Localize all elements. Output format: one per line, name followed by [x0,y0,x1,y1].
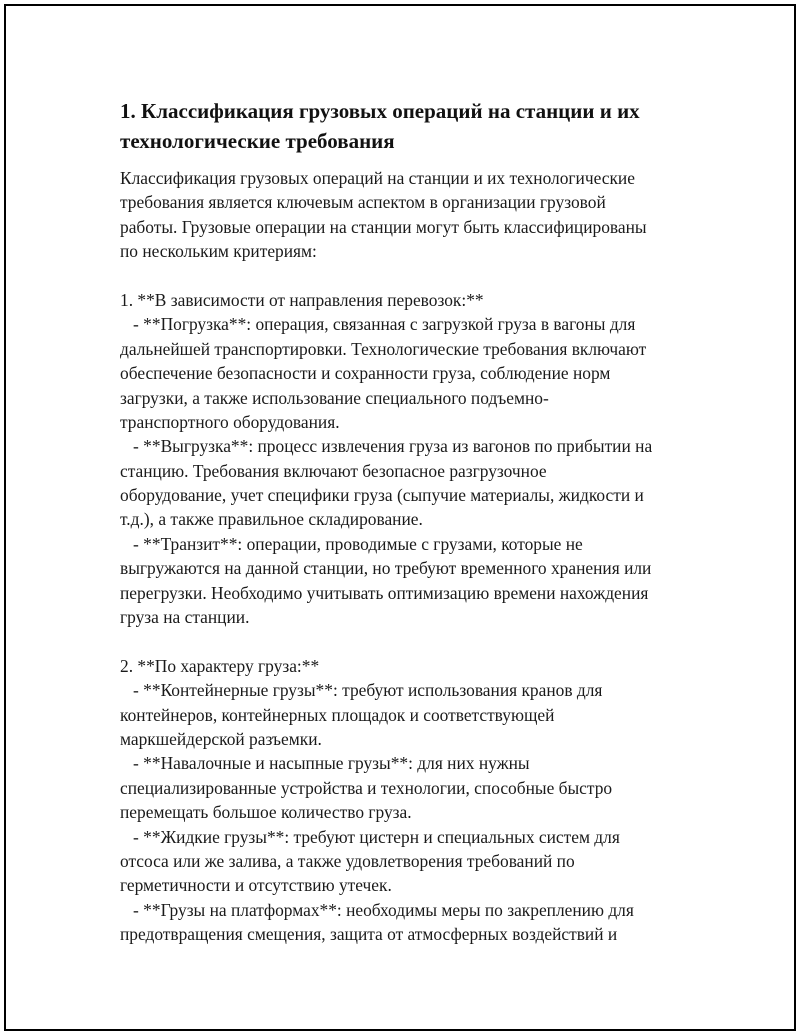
text-line: - **Грузы на платформах**: необходимы меры по закреплению для [120,899,634,920]
text-line: отсоса или же залива, а также удовлетворения требований по [120,850,575,871]
text-line [120,264,700,288]
text-line: выгружаются на данной станции, но требуют временного хранения или [120,558,652,579]
text-line: - **Навалочные и насыпные грузы**: для них нужны [120,753,530,774]
text-line: загрузки, а также использование специального подъемно- [120,387,549,408]
text-line: контейнеров, контейнерных площадок и соответствующей [120,704,555,725]
title-line: технологические требования [120,129,395,153]
text-line: 1. **В зависимости от направления перевозок:** [120,289,484,310]
text-line: предотвращения смещения, защита от атмосферных воздействий и [120,924,618,945]
text-line: т.д.), а также правильное складирование. [120,509,423,530]
text-line: станцию. Требования включают безопасное разгрузочное [120,460,547,481]
text-line: герметичности и отсутствию утечек. [120,875,392,896]
document-content [120,96,700,947]
text-line: транспортного оборудования. [120,411,340,432]
text-line: груза на станции. [120,607,250,628]
text-line: маркшейдерской разъемки. [120,728,322,749]
text-line: - **Транзит**: операции, проводимые с грузами, которые не [120,533,583,554]
section-title [120,96,700,156]
text-line: работы. Грузовые операции на станции могут быть классифицированы [120,216,647,237]
text-line: - **Контейнерные грузы**: требуют использования кранов для [120,680,603,701]
text-line: специализированные устройства и технологии, способные быстро [120,777,613,798]
document-page [4,4,796,1031]
text-line: дальнейшей транспортировки. Технологические требования включают [120,338,647,359]
text-line: - **Выгрузка**: процесс извлечения груза из вагонов по прибытии на [120,436,653,457]
text-line: - **Погрузка**: операция, связанная с загрузкой груза в вагоны для [120,314,636,335]
title-line: 1. Классификация грузовых операций на станции и их [120,99,640,123]
text-line: по нескольким критериям: [120,241,317,262]
text-line [120,629,700,653]
text-line: перемещать большое количество груза. [120,802,412,823]
text-line: - **Жидкие грузы**: требуют цистерн и специальных систем для [120,826,620,847]
text-line: обеспечение безопасности и сохранности груза, соблюдение норм [120,363,611,384]
text-line: Классификация грузовых операций на станции и их технологические [120,168,635,188]
text-line: 2. **По характеру груза:** [120,655,320,676]
text-line: перегрузки. Необходимо учитывать оптимизацию времени нахождения [120,582,649,603]
text-line: требования является ключевым аспектом в организации грузовой [120,192,606,213]
body-text [120,166,700,947]
text-line: оборудование, учет специфики груза (сыпучие материалы, жидкости и [120,485,644,506]
